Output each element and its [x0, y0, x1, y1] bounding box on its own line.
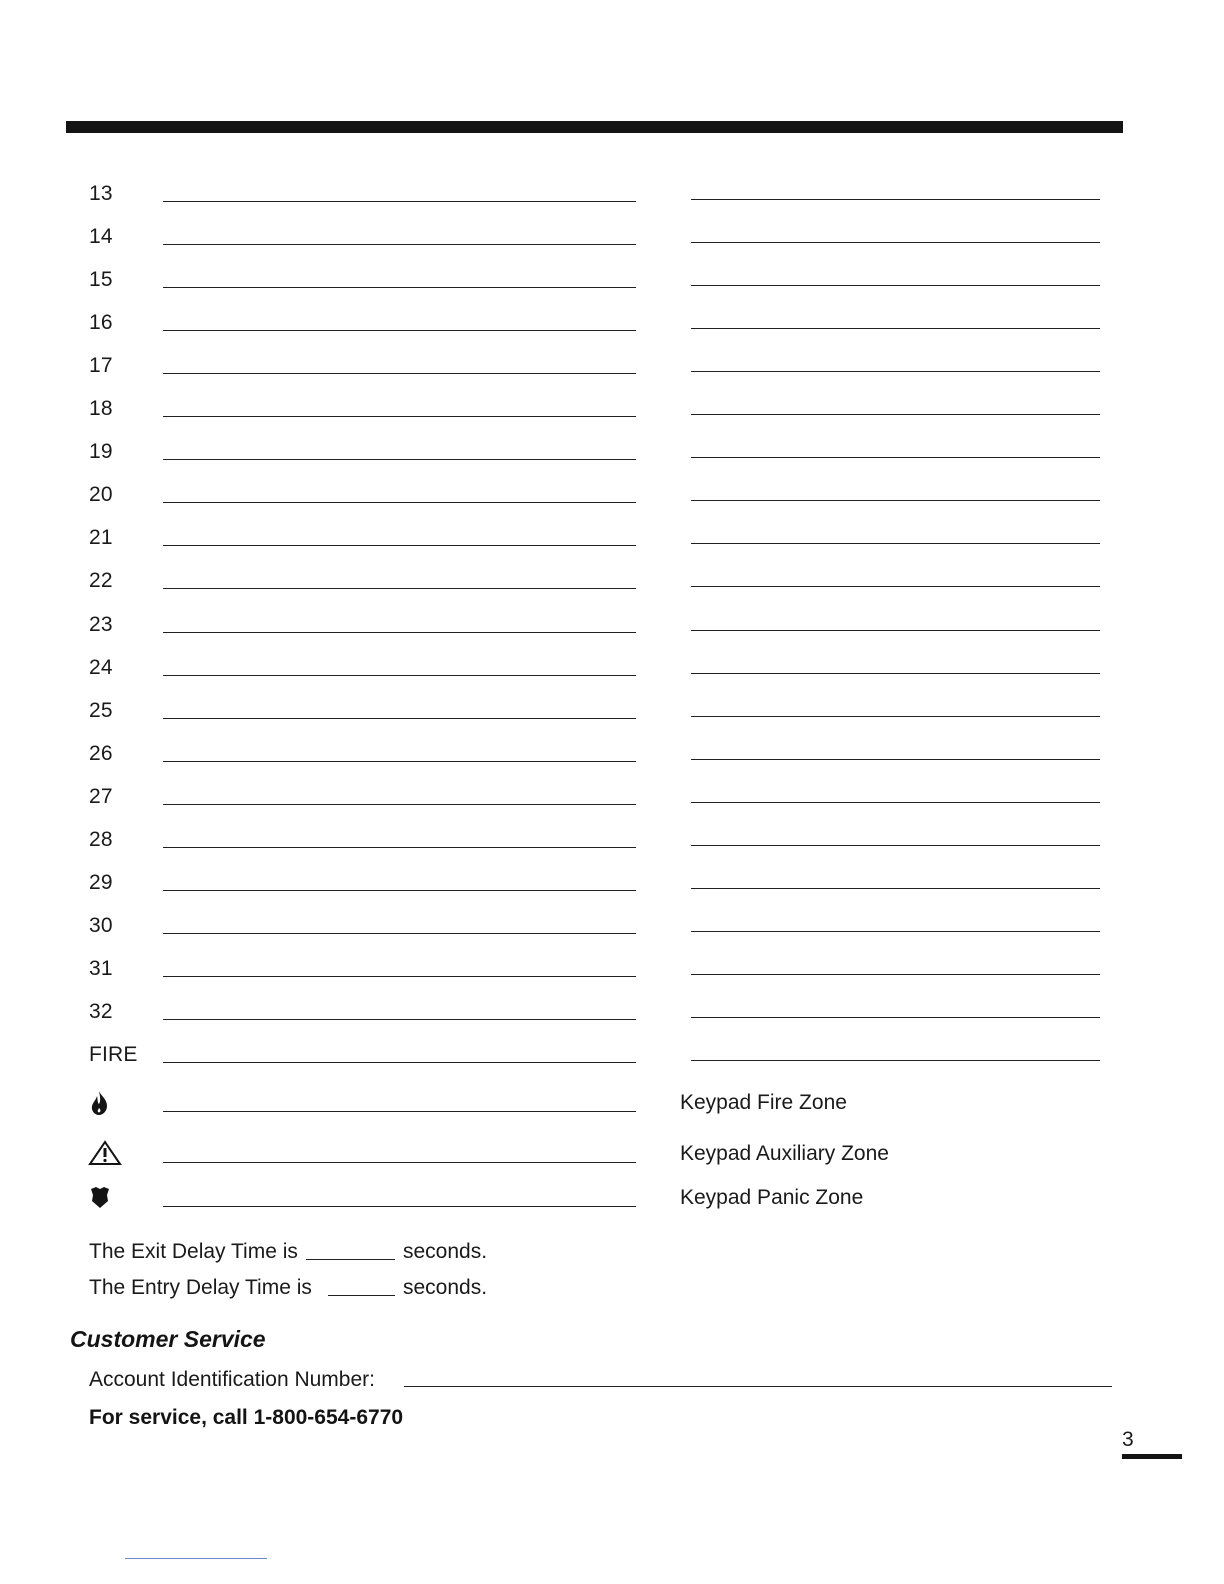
police-badge-icon — [88, 1184, 112, 1210]
page-number-bar — [1122, 1454, 1182, 1459]
zone-description-line[interactable] — [163, 675, 636, 676]
zone-description-line[interactable] — [163, 201, 636, 202]
zone-number: 29 — [89, 870, 113, 894]
fire-icon — [88, 1090, 112, 1116]
zone-number: 21 — [89, 526, 113, 550]
zone-description-line[interactable] — [163, 847, 636, 848]
zone-notes-line[interactable] — [691, 759, 1100, 760]
entry-delay-blank[interactable] — [328, 1295, 395, 1296]
zone-notes-line[interactable] — [691, 845, 1100, 846]
zone-notes-line[interactable] — [691, 199, 1100, 200]
zone-number: 24 — [89, 655, 113, 679]
zone-number: 28 — [89, 827, 113, 851]
bottom-margin-line — [125, 1558, 267, 1559]
zone-description-line[interactable] — [163, 244, 636, 245]
zone-notes-line[interactable] — [691, 586, 1100, 587]
zone-description-line[interactable] — [163, 287, 636, 288]
zone-notes-line[interactable] — [691, 457, 1100, 458]
zone-notes-line[interactable] — [691, 974, 1100, 975]
zone-number: 17 — [89, 354, 113, 378]
zone-notes-line[interactable] — [691, 371, 1100, 372]
header-rule — [66, 121, 1123, 133]
zone-number: 20 — [89, 483, 113, 507]
zone-number: 27 — [89, 784, 113, 808]
zone-number: 25 — [89, 698, 113, 722]
account-id-line[interactable] — [404, 1386, 1112, 1387]
zone-notes-line[interactable] — [691, 630, 1100, 631]
zone-notes-line[interactable] — [691, 285, 1100, 286]
zone-description-line[interactable] — [163, 330, 636, 331]
zone-number: 13 — [89, 182, 113, 205]
zone-description-line[interactable] — [163, 373, 636, 374]
zone-description-line[interactable] — [163, 1019, 636, 1020]
zone-number: 30 — [89, 913, 113, 937]
zone-description-line[interactable] — [163, 718, 636, 719]
zone-number: 14 — [89, 225, 113, 249]
zone-notes-line[interactable] — [691, 414, 1100, 415]
zone-description-line[interactable] — [163, 804, 636, 805]
keypad-fire-line[interactable] — [163, 1111, 636, 1112]
zone-description-line[interactable] — [163, 933, 636, 934]
zone-notes-line[interactable] — [691, 888, 1100, 889]
zone-description-line[interactable] — [163, 459, 636, 460]
keypad-panic-line[interactable] — [163, 1206, 636, 1207]
entry-delay-label: The Entry Delay Time is — [89, 1276, 312, 1299]
zone-number: 15 — [89, 268, 113, 292]
zone-description-line[interactable] — [163, 1062, 636, 1063]
zone-notes-line[interactable] — [691, 931, 1100, 932]
zone-number: 26 — [89, 741, 113, 765]
service-phone-text: For service, call 1-800-654-6770 — [89, 1406, 404, 1429]
zone-notes-line[interactable] — [691, 1060, 1100, 1061]
zone-notes-line[interactable] — [691, 328, 1100, 329]
page-number: 3 — [1122, 1428, 1134, 1451]
zone-description-line[interactable] — [163, 545, 636, 546]
zone-number: 16 — [89, 311, 113, 335]
zone-description-line[interactable] — [163, 976, 636, 977]
zone-number: 19 — [89, 440, 113, 464]
exit-delay-unit: seconds. — [403, 1240, 488, 1263]
zone-description-line[interactable] — [163, 761, 636, 762]
zone-notes-line[interactable] — [691, 242, 1100, 243]
zone-number: 31 — [89, 956, 113, 980]
keypad-panic-label: Keypad Panic Zone — [680, 1186, 864, 1209]
zone-notes-line[interactable] — [691, 500, 1100, 501]
account-id-label: Account Identification Number: — [89, 1368, 375, 1391]
zone-notes-line[interactable] — [691, 543, 1100, 544]
zone-number: 23 — [89, 612, 113, 636]
zone-description-line[interactable] — [163, 588, 636, 589]
exit-delay-blank[interactable] — [306, 1259, 395, 1260]
customer-service-heading: Customer Service — [70, 1326, 266, 1352]
entry-delay-unit: seconds. — [403, 1276, 488, 1299]
exit-delay-label: The Exit Delay Time is — [89, 1240, 298, 1263]
zone-number: FIRE — [89, 1043, 138, 1066]
zone-description-line[interactable] — [163, 632, 636, 633]
zone-description-line[interactable] — [163, 502, 636, 503]
zone-description-line[interactable] — [163, 416, 636, 417]
zone-number: 18 — [89, 397, 113, 421]
zone-notes-line[interactable] — [691, 673, 1100, 674]
zone-notes-line[interactable] — [691, 802, 1100, 803]
keypad-fire-label: Keypad Fire Zone — [680, 1091, 847, 1114]
zone-notes-line[interactable] — [691, 1017, 1100, 1018]
zone-number: 32 — [89, 999, 113, 1023]
zone-number: 22 — [89, 569, 113, 593]
zone-description-line[interactable] — [163, 890, 636, 891]
keypad-auxiliary-label: Keypad Auxiliary Zone — [680, 1142, 889, 1165]
zone-notes-line[interactable] — [691, 716, 1100, 717]
warning-triangle-icon — [88, 1140, 122, 1166]
keypad-auxiliary-line[interactable] — [163, 1162, 636, 1163]
